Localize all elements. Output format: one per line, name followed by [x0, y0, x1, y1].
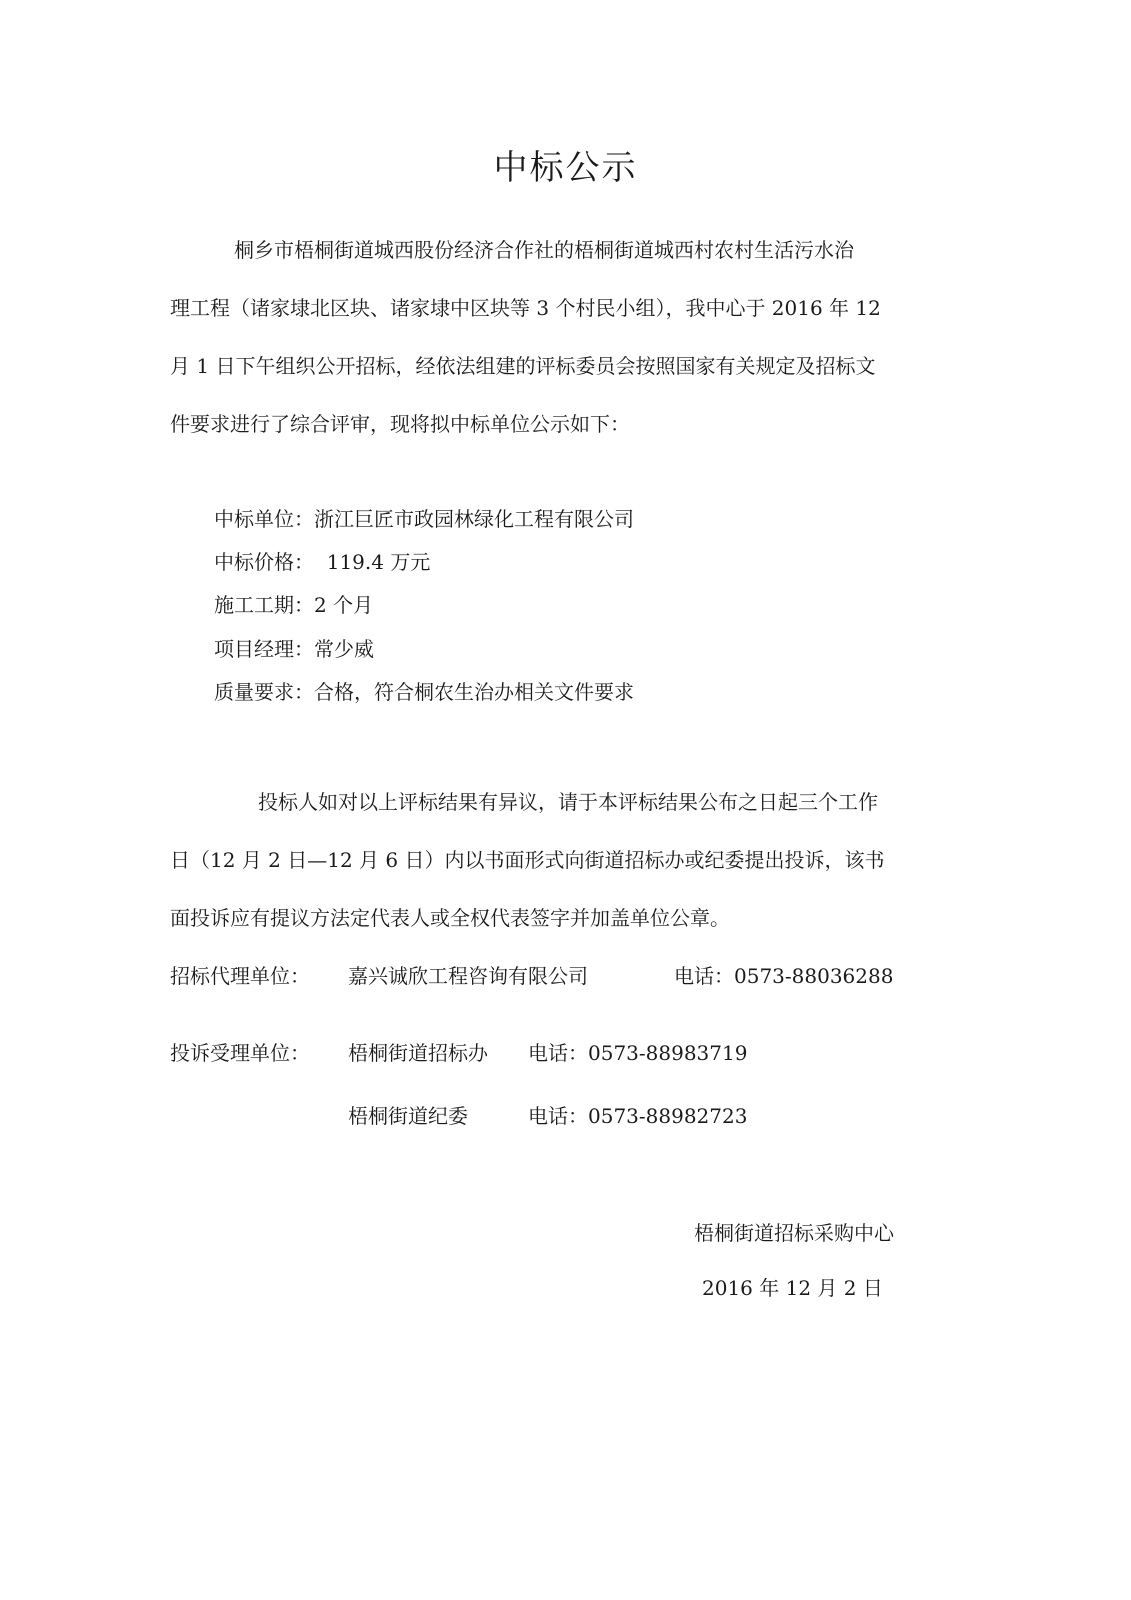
detail-label: 中标单位：: [214, 507, 314, 531]
agency-name: 嘉兴诚欣工程咨询有限公司: [348, 964, 588, 988]
page-title: 中标公示: [493, 148, 638, 188]
intro-line-2: 理工程（诸家埭北区块、诸家埭中区块等 3 个村民小组），我中心于 2016 年 12: [170, 296, 881, 320]
objection-line-1: 投标人如对以上评标结果有异议，请于本评标结果公布之日起三个工作: [258, 790, 878, 814]
detail-label: 项目经理：: [214, 637, 314, 661]
detail-row-winner: [214, 509, 634, 529]
detail-label: 施工工期：: [214, 593, 314, 617]
detail-row-manager: [214, 639, 374, 659]
agency-phone: 电话：0573-88036288: [674, 964, 894, 988]
detail-value: 119.4 万元: [314, 550, 431, 574]
detail-value: 合格，符合桐农生治办相关文件要求: [314, 680, 634, 704]
complaint-unit-name: 梧桐街道招标办: [348, 1041, 488, 1065]
complaint-unit-name: 梧桐街道纪委: [348, 1104, 468, 1128]
objection-line-2: 日（12 月 2 日—12 月 6 日）内以书面形式向街道招标办或纪委提出投诉，该书: [170, 848, 885, 872]
detail-value: 浙江巨匠市政园林绿化工程有限公司: [314, 507, 634, 531]
detail-label: 质量要求：: [214, 680, 314, 704]
objection-line-3: 面投诉应有提议方法定代表人或全权代表签字并加盖单位公章。: [170, 906, 730, 930]
detail-row-price: [214, 552, 430, 572]
detail-row-duration: [214, 595, 373, 615]
complaint-label: 投诉受理单位：: [170, 1041, 310, 1065]
detail-value: 常少威: [314, 637, 374, 661]
intro-line-3: 月 1 日下午组织公开招标，经依法组建的评标委员会按照国家有关规定及招标文: [170, 354, 876, 378]
intro-line-4: 件要求进行了综合评审，现将拟中标单位公示如下：: [170, 412, 630, 436]
agency-label: 招标代理单位：: [170, 964, 310, 988]
detail-row-quality: [214, 682, 634, 702]
complaint-unit-phone: 电话：0573-88982723: [528, 1104, 748, 1128]
detail-value: 2 个月: [314, 593, 374, 617]
detail-label: 中标价格：: [214, 550, 314, 574]
signature-org: 梧桐街道招标采购中心: [694, 1221, 894, 1245]
intro-line-1: 桐乡市梧桐街道城西股份经济合作社的梧桐街道城西村农村生活污水治: [234, 238, 854, 262]
complaint-unit-phone: 电话：0573-88983719: [528, 1041, 748, 1065]
signature-date: 2016 年 12 月 2 日: [702, 1276, 883, 1300]
